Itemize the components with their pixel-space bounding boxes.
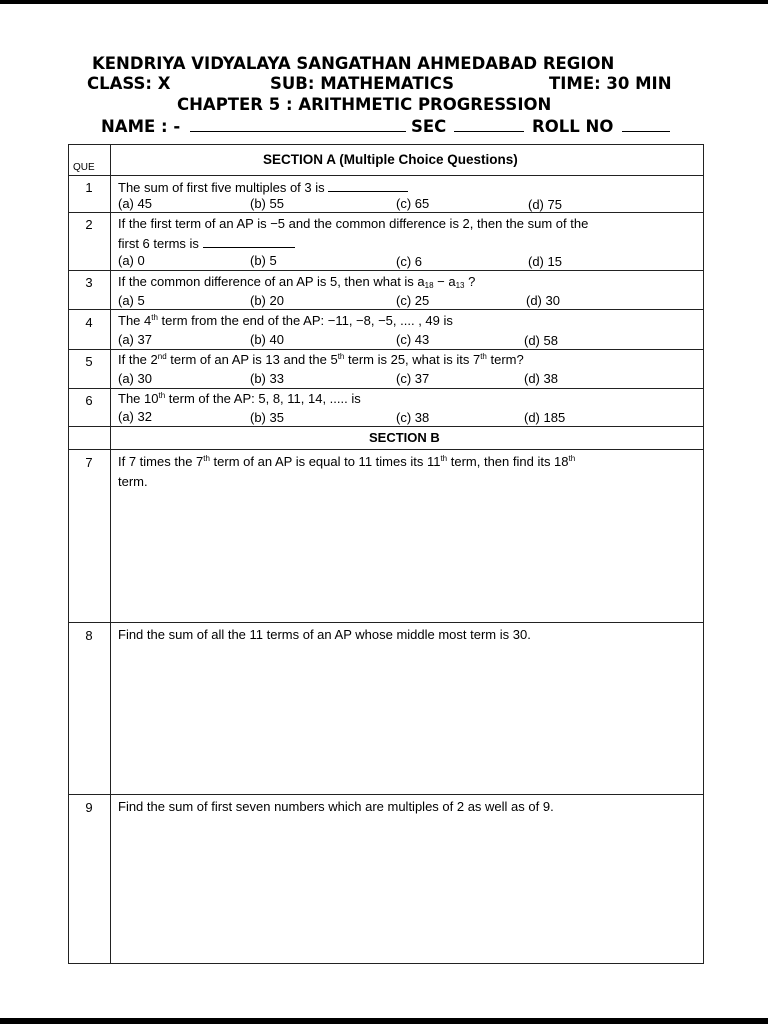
row-line <box>68 622 704 623</box>
row-line <box>68 963 704 964</box>
option-d: (d) 15 <box>528 254 562 269</box>
option-b: (b) 20 <box>250 293 284 308</box>
question-text: If 7 times the 7 <box>118 454 204 469</box>
chapter-title: CHAPTER 5 : ARITHMETIC PROGRESSION <box>177 95 552 114</box>
question-number: 7 <box>85 455 93 470</box>
answer-blank <box>328 179 408 192</box>
question-number: 3 <box>85 275 93 290</box>
row-line <box>68 794 704 795</box>
name-blank <box>190 117 406 137</box>
subscript: 13 <box>455 281 465 290</box>
question-text: − a <box>433 274 456 289</box>
question-text: The 10 <box>118 391 159 406</box>
option-c: (c) 65 <box>396 196 430 211</box>
row-line <box>68 449 704 450</box>
subject-label: SUB: MATHEMATICS <box>270 74 455 93</box>
question-4-text <box>118 313 453 329</box>
option-b: (b) 33 <box>250 371 284 386</box>
option-c: (c) 25 <box>396 293 430 308</box>
question-7-line-1 <box>118 454 575 470</box>
option-a: (a) 30 <box>118 371 152 386</box>
question-text: If the common difference of an AP is 5, then what is a <box>118 274 425 289</box>
option-a: (a) 5 <box>118 293 145 308</box>
question-text: The sum of first five multiples of 3 is <box>118 180 325 195</box>
question-number: 9 <box>85 800 93 815</box>
option-a: (a) 32 <box>118 409 152 424</box>
answer-blank <box>203 235 295 248</box>
option-d: (d) 58 <box>524 333 558 348</box>
question-text: The 4 <box>118 313 152 328</box>
option-d: (d) 75 <box>528 197 562 212</box>
table-border-right <box>703 144 704 964</box>
option-d: (d) 30 <box>526 293 560 308</box>
question-8-text: Find the sum of all the 11 terms of an AP whose middle most term is 30. <box>118 627 531 642</box>
name-label: NAME : - <box>101 117 181 136</box>
sec-blank <box>454 117 524 137</box>
option-c: (c) 6 <box>396 254 422 269</box>
question-text: term of an AP is 13 and the 5 <box>166 352 338 367</box>
question-text: ? <box>464 274 476 289</box>
row-line <box>68 309 704 310</box>
superscript: nd <box>157 352 167 361</box>
question-text: If the 2 <box>118 352 158 367</box>
question-5-text <box>118 352 524 368</box>
question-number: 8 <box>85 628 93 643</box>
class-label: CLASS: X <box>87 74 171 93</box>
question-number: 5 <box>85 354 93 369</box>
superscript: th <box>440 454 448 463</box>
row-line <box>68 270 704 271</box>
option-d: (d) 38 <box>524 371 558 386</box>
row-line <box>68 388 704 389</box>
row-line <box>68 349 704 350</box>
question-text: term of the AP: 5, 8, 11, 14, ..... is <box>165 391 361 406</box>
question-text: term from the end of the AP: −11, −8, −5, .... , 49 is <box>157 313 453 328</box>
worksheet-page <box>0 4 768 1018</box>
subscript: 18 <box>424 281 434 290</box>
que-header: QUE <box>73 162 95 173</box>
superscript: th <box>568 454 576 463</box>
section-a-heading: SECTION A (Multiple Choice Questions) <box>263 152 518 167</box>
option-c: (c) 38 <box>396 410 430 425</box>
row-line <box>68 175 704 176</box>
question-2-line-1: If the first term of an AP is −5 and the common difference is 2, then the sum of the <box>118 216 589 231</box>
question-text: first 6 terms is <box>118 236 199 251</box>
option-c: (c) 43 <box>396 332 430 347</box>
question-9-text: Find the sum of first seven numbers which are multiples of 2 as well as of 9. <box>118 799 554 814</box>
question-number: 6 <box>85 393 93 408</box>
question-2-line-2 <box>118 235 295 252</box>
question-text: term is 25, what is its 7 <box>344 352 481 367</box>
superscript: th <box>337 352 345 361</box>
question-text: term? <box>486 352 524 367</box>
question-7-line-2: term. <box>118 474 148 489</box>
table-column-divider <box>110 144 111 964</box>
superscript: th <box>158 391 166 400</box>
question-text: term of an AP is equal to 11 times its 11 <box>209 454 441 469</box>
sec-label: SEC <box>411 117 447 136</box>
question-text: term, then find its 18 <box>447 454 569 469</box>
option-d: (d) 185 <box>524 410 566 425</box>
option-c: (c) 37 <box>396 371 430 386</box>
school-name: KENDRIYA VIDYALAYA SANGATHAN AHMEDABAD REGION <box>92 54 615 73</box>
question-table <box>68 144 704 964</box>
question-number: 4 <box>85 315 93 330</box>
roll-label: ROLL NO <box>532 117 614 136</box>
option-b: (b) 40 <box>250 332 284 347</box>
superscript: th <box>203 454 210 463</box>
option-b: (b) 35 <box>250 410 284 425</box>
question-6-text <box>118 391 361 407</box>
question-1-text <box>118 179 408 196</box>
section-b-heading: SECTION B <box>369 430 440 445</box>
question-number: 2 <box>85 217 93 232</box>
option-a: (a) 0 <box>118 253 145 268</box>
row-line <box>68 212 704 213</box>
time-label: TIME: 30 MIN <box>549 74 672 93</box>
roll-blank <box>622 117 670 137</box>
row-line <box>68 426 704 427</box>
option-a: (a) 45 <box>118 196 152 211</box>
option-b: (b) 55 <box>250 196 284 211</box>
option-a: (a) 37 <box>118 332 152 347</box>
row-line <box>68 144 704 145</box>
superscript: th <box>151 313 158 322</box>
question-number: 1 <box>85 180 93 195</box>
question-3-text <box>118 274 475 290</box>
superscript: th <box>480 352 487 361</box>
table-border-left <box>68 144 69 964</box>
option-b: (b) 5 <box>250 253 277 268</box>
